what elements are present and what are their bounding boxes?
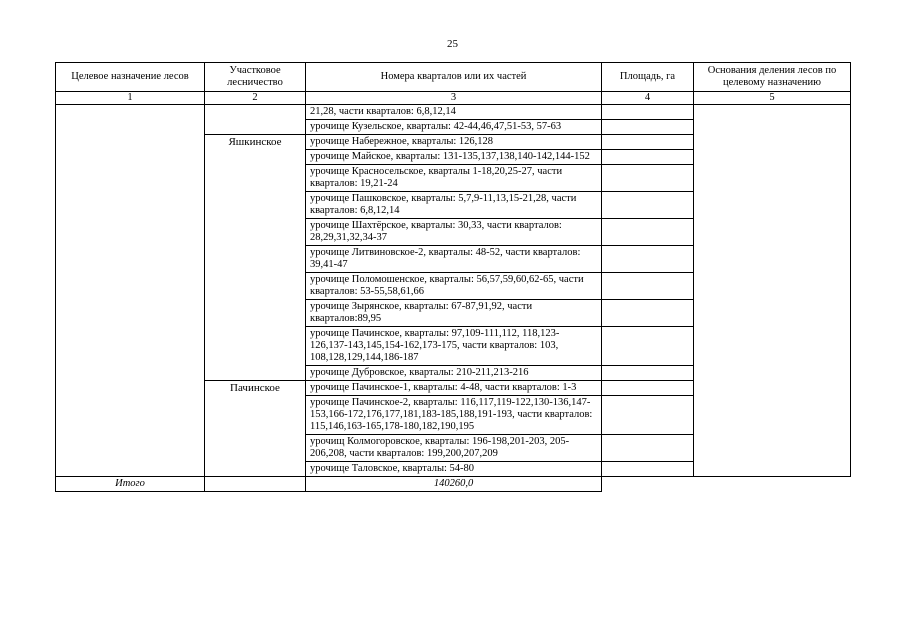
total-label: Итого [56,477,205,492]
area-cell [602,192,694,219]
header-area: Площадь, га [602,63,694,92]
col-number: 4 [602,92,694,105]
header-quarters: Номера кварталов или их частей [306,63,602,92]
area-cell [602,435,694,462]
area-cell [602,273,694,300]
col-number: 2 [205,92,306,105]
area-cell [602,462,694,477]
forestry-cell-continued [205,105,306,135]
column-number-row [56,92,851,105]
area-cell [602,366,694,381]
table-row [56,105,851,120]
quarters-cell: урочище Поломошенское, кварталы: 56,57,59,60,62-65, части кварталов: 53-55,58,61,66 [306,273,602,300]
area-cell [602,150,694,165]
quarters-cell: урочище Красносельское, кварталы 1-18,20,25-27, части кварталов: 19,21-24 [306,165,602,192]
area-cell [602,246,694,273]
area-cell [602,105,694,120]
quarters-cell: урочище Майское, кварталы: 131-135,137,138,140-142,144-152 [306,150,602,165]
total-area: 140260,0 [306,477,602,492]
area-cell [602,396,694,435]
quarters-cell: урочище Дубровское, кварталы: 210-211,213-216 [306,366,602,381]
quarters-cell: урочище Шахтёрское, кварталы: 30,33, части кварталов: 28,29,31,32,34-37 [306,219,602,246]
area-cell [602,219,694,246]
grounds-cell [694,105,851,477]
total-row [56,477,851,492]
forest-purpose-table [55,62,851,492]
purpose-cell [56,105,205,477]
area-cell [602,327,694,366]
quarters-cell: урочище Кузельское, кварталы: 42-44,46,47,51-53, 57-63 [306,120,602,135]
area-cell [602,165,694,192]
quarters-cell: урочище Пачинское-1, кварталы: 4-48, части кварталов: 1-3 [306,381,602,396]
quarters-cell: урочище Таловское, кварталы: 54-80 [306,462,602,477]
quarters-cell: урочище Пашковское, кварталы: 5,7,9-11,13,15-21,28, части кварталов: 6,8,12,14 [306,192,602,219]
header-grounds: Основания деления лесов по целевому назначению [694,63,851,92]
area-cell [602,300,694,327]
forestry-yashkinskoe: Яшкинское [205,135,306,381]
area-cell [602,135,694,150]
header-row [56,63,851,92]
quarters-cell: урочищ Колмогоровское, кварталы: 196-198,201-203, 205-206,208, части кварталов: 199,200,207,209 [306,435,602,462]
header-forestry: Участковое лесничество [205,63,306,92]
col-number: 5 [694,92,851,105]
quarters-cell: урочище Зырянское, кварталы: 67-87,91,92, части кварталов:89,95 [306,300,602,327]
page-number: 25 [447,38,458,50]
col-number: 1 [56,92,205,105]
quarters-cell: урочище Набережное, кварталы: 126,128 [306,135,602,150]
area-cell [602,120,694,135]
col-number: 3 [306,92,602,105]
quarters-cell: урочище Пачинское-2, кварталы: 116,117,119-122,130-136,147-153,166-172,176,177,181,183-185,188,191-193, части кварталов: 115,146,163-165,178-180,182,190,195 [306,396,602,435]
area-cell [602,381,694,396]
quarters-cell: урочище Литвиновское-2, кварталы: 48-52, части кварталов: 39,41-47 [306,246,602,273]
header-purpose: Целевое назначение лесов [56,63,205,92]
total-quarters-cell [205,477,306,492]
forestry-pachinskoe: Пачинское [205,381,306,477]
quarters-cell: 21,28, части кварталов: 6,8,12,14 [306,105,602,120]
quarters-cell: урочище Пачинское, кварталы: 97,109-111,112, 118,123-126,137-143,145,154-162,173-175, части кварталов: 103, 108,128,129,144,186-187 [306,327,602,366]
